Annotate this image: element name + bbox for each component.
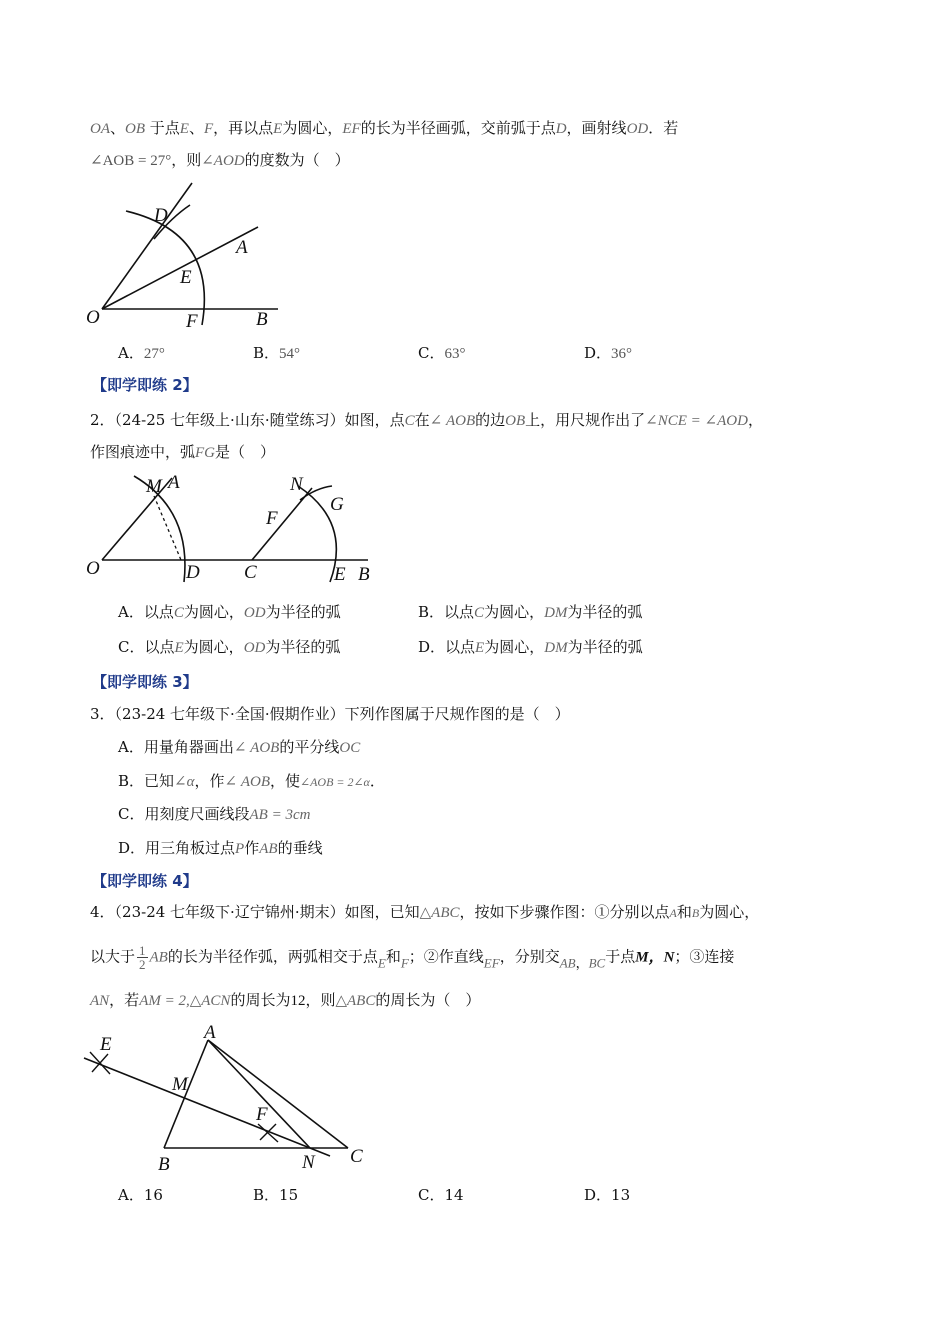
label-f: F [266, 508, 278, 529]
text: ．若 [648, 119, 679, 137]
angle-aod: ∠AOD [201, 153, 245, 169]
q3-option-b[interactable] [118, 771, 385, 792]
question-number: 3． [90, 705, 115, 723]
option-value: 63° [444, 346, 466, 362]
condition: AM = 2,△ACN [139, 993, 231, 1009]
radius: OD [243, 605, 266, 621]
seg-an: AN [90, 993, 110, 1009]
section-header-4: 【即学即练 4】 [92, 872, 198, 890]
question-number: 4． [90, 903, 115, 921]
text: ，画射线 [566, 119, 627, 137]
q2-option-b[interactable] [418, 602, 642, 623]
option-letter: D． [418, 638, 446, 656]
point-e: E [273, 121, 283, 137]
text: ，则 [305, 991, 336, 1009]
q4-text-line-2 [90, 944, 734, 975]
text: 以点 [445, 638, 476, 656]
text: 为半径的弧 [567, 603, 643, 621]
q4-option-b[interactable] [253, 1185, 298, 1205]
points-mn: M，N [635, 949, 675, 966]
label-e: E [100, 1034, 112, 1055]
text: ，使 [270, 772, 301, 790]
text: 在 [414, 411, 430, 429]
angle-aob: ∠ AOB [224, 774, 270, 790]
option-letter: A． [118, 344, 144, 362]
label-o: O [86, 307, 100, 328]
text: 、 [110, 119, 126, 137]
label-n: N [302, 1152, 315, 1173]
text: 以点 [444, 603, 475, 621]
option-letter: C． [118, 805, 145, 823]
q2-option-c[interactable] [118, 637, 340, 658]
q1-option-b[interactable] [253, 343, 300, 364]
option-letter: D． [118, 839, 146, 857]
text: ， [747, 411, 763, 429]
q3-text-line-1 [90, 704, 570, 724]
text: ，作 [194, 772, 225, 790]
radius: OD [243, 640, 266, 656]
text: ，则 [171, 151, 202, 169]
label-e: E [334, 564, 346, 585]
option-letter: C． [418, 344, 445, 362]
seg-oa: OA [90, 121, 110, 137]
point-f: F [400, 955, 409, 971]
text: 为圆心， [484, 603, 545, 621]
label-d: D [186, 562, 200, 583]
ray-od: OD [626, 121, 649, 137]
condition: ∠AOB = 27° [90, 153, 172, 169]
triangle-abc: △ABC [335, 993, 376, 1009]
radius: DM [544, 640, 568, 656]
section-header-3: 【即学即练 3】 [92, 673, 198, 691]
text: 作图痕迹中，弧 [90, 443, 196, 461]
line-ef: EF [483, 955, 500, 971]
label-o: O [86, 558, 100, 579]
seg-ob: OB [125, 121, 146, 137]
text: 的长为半径作弧，两弧相交于点 [167, 947, 378, 966]
q2-option-a[interactable] [118, 602, 341, 623]
q4-option-d[interactable] [584, 1185, 630, 1205]
text: ，再以点 [213, 119, 274, 137]
q1-option-c[interactable] [418, 343, 465, 364]
text: 用刻度尺画线段 [144, 805, 250, 823]
text: ；②作直线 [408, 947, 484, 966]
text: 是（ ） [215, 443, 276, 461]
text: 为半径的弧 [265, 603, 341, 621]
text: 的长为半径画弧，交前弧于点 [360, 119, 556, 137]
text: 如图，点 [344, 411, 405, 429]
angle-aob: ∠ AOB [233, 740, 280, 756]
option-letter: D． [584, 1186, 612, 1204]
q4-option-a[interactable] [118, 1185, 163, 1205]
option-letter: B． [418, 603, 445, 621]
text: 下列作图属于尺规作图的是（ ） [344, 705, 570, 723]
text: 的垂线 [277, 839, 323, 857]
q1-text-line-2 [90, 150, 350, 171]
q2-figure [80, 470, 380, 588]
option-letter: A． [118, 603, 144, 621]
angle-alpha: ∠α [174, 774, 195, 790]
q4-option-c[interactable] [418, 1185, 464, 1205]
text: 的边 [475, 411, 506, 429]
q2-text-line-2 [90, 442, 275, 463]
text: 的周长为（ ） [375, 991, 481, 1009]
option-value: 54° [279, 346, 301, 362]
fraction-half [137, 944, 148, 971]
text: 为圆心， [183, 603, 244, 621]
option-value: 27° [143, 346, 165, 362]
question-source: （23-24 七年级下·辽宁锦州·期末） [114, 903, 345, 921]
label-a: A [236, 237, 248, 258]
perimeter-value: 12 [290, 993, 306, 1009]
label-b: B [358, 564, 370, 585]
side-ob: OB [505, 413, 526, 429]
seg-ab: AB [149, 949, 168, 966]
fraction-numerator: 1 [139, 943, 146, 958]
label-n: N [290, 474, 303, 495]
option-value: 16 [143, 1186, 163, 1204]
question-number: 2． [90, 411, 115, 429]
option-letter: C． [418, 1186, 445, 1204]
text: 作 [244, 839, 260, 857]
point-b: B [691, 906, 700, 920]
label-b: B [158, 1154, 170, 1175]
side-bc: BC [588, 955, 606, 971]
point-c: C [404, 413, 415, 429]
text: 为圆心， [484, 638, 545, 656]
label-a: A [168, 472, 180, 493]
point-e: E [179, 121, 189, 137]
option-value: 13 [611, 1186, 631, 1204]
arc-fg: FG [195, 445, 216, 461]
label-c: C [350, 1146, 363, 1167]
point: C [173, 605, 184, 621]
point: C [474, 605, 485, 621]
label-m: M [172, 1074, 188, 1095]
text: ， [575, 956, 589, 972]
text: 以点 [144, 638, 175, 656]
text: 用量角器画出 [143, 738, 234, 756]
condition: ∠NCE = ∠AOD [645, 413, 748, 429]
ray-oc: OC [339, 740, 361, 756]
text: 为半径的弧 [265, 638, 341, 656]
text: 为圆心， [183, 638, 244, 656]
option-letter: B． [253, 1186, 280, 1204]
text: 、 [188, 119, 204, 137]
option-letter: B． [118, 772, 145, 790]
text: 为圆心， [699, 903, 760, 921]
point-e: E [377, 955, 386, 971]
option-value: 15 [279, 1186, 299, 1204]
option-letter: D． [584, 344, 612, 362]
text: 上，用尺规作出了 [525, 411, 646, 429]
option-letter: A． [118, 738, 144, 756]
option-value: 14 [444, 1186, 464, 1204]
q2-option-d[interactable] [418, 637, 643, 658]
radius: DM [544, 605, 568, 621]
q1-option-d[interactable] [584, 343, 632, 364]
fraction-denominator: 2 [139, 957, 146, 972]
seg-ef: EF [342, 121, 361, 137]
point-f: F [203, 121, 214, 137]
text: 以大于 [90, 947, 136, 966]
q4-figure [80, 1020, 380, 1175]
question-source: （24-25 七年级上·山东·随堂练习） [114, 411, 345, 429]
q1-figure [80, 175, 290, 335]
label-c: C [244, 562, 257, 583]
line-ab: AB [259, 841, 278, 857]
option-value: 36° [611, 346, 633, 362]
option-letter: C． [118, 638, 145, 656]
q2-text-line-1 [90, 410, 763, 431]
text: 的周长为 [230, 991, 291, 1009]
text: 的度数为（ ） [244, 151, 350, 169]
text: 用三角板过点 [145, 839, 236, 857]
text: 以点 [143, 603, 174, 621]
q4-text-line-3 [90, 990, 480, 1011]
point-a: A [669, 906, 677, 920]
label-b: B [256, 309, 268, 330]
condition: AB = 3cm [249, 807, 311, 823]
label-f: F [256, 1104, 268, 1125]
q1-text-line-1 [90, 118, 678, 139]
text: 为圆心， [282, 119, 343, 137]
text: 如图，已知 [344, 903, 420, 921]
label-m: M [146, 476, 162, 497]
angle-aob: ∠ AOB [429, 413, 476, 429]
text: 于点 [605, 947, 636, 966]
text: 于点 [145, 119, 180, 137]
text: 和 [676, 903, 692, 921]
text: 为半径的弧 [567, 638, 643, 656]
text: ，分别交 [499, 947, 560, 966]
triangle-abc: △ABC [419, 905, 460, 921]
section-header-2: 【即学即练 2】 [92, 376, 198, 394]
text: 和 [385, 947, 401, 966]
q3-option-d[interactable] [118, 838, 323, 859]
q3-option-c[interactable] [118, 804, 310, 825]
question-source: （23-24 七年级下·全国·假期作业） [114, 705, 345, 723]
label-d: D [154, 205, 168, 226]
point-d: D [555, 121, 567, 137]
text: ，按如下步骤作图：①分别以点 [459, 903, 670, 921]
side-ab: AB [559, 955, 576, 971]
label-g: G [330, 494, 344, 515]
text: ，若 [109, 991, 140, 1009]
condition: ∠AOB = 2∠α [300, 775, 370, 789]
label-f: F [186, 311, 198, 332]
q1-option-a[interactable] [118, 343, 165, 364]
label-e: E [180, 267, 192, 288]
text: ；③连接 [674, 947, 735, 966]
q3-option-a[interactable] [118, 737, 360, 758]
point: E [475, 640, 485, 656]
text: 已知 [144, 772, 175, 790]
label-a: A [204, 1022, 216, 1043]
text: ． [369, 772, 385, 790]
option-letter: A． [118, 1186, 144, 1204]
point-p: P [235, 841, 245, 857]
point: E [174, 640, 184, 656]
q4-text-line-1 [90, 902, 759, 923]
option-letter: B． [253, 344, 280, 362]
text: 的平分线 [279, 738, 340, 756]
